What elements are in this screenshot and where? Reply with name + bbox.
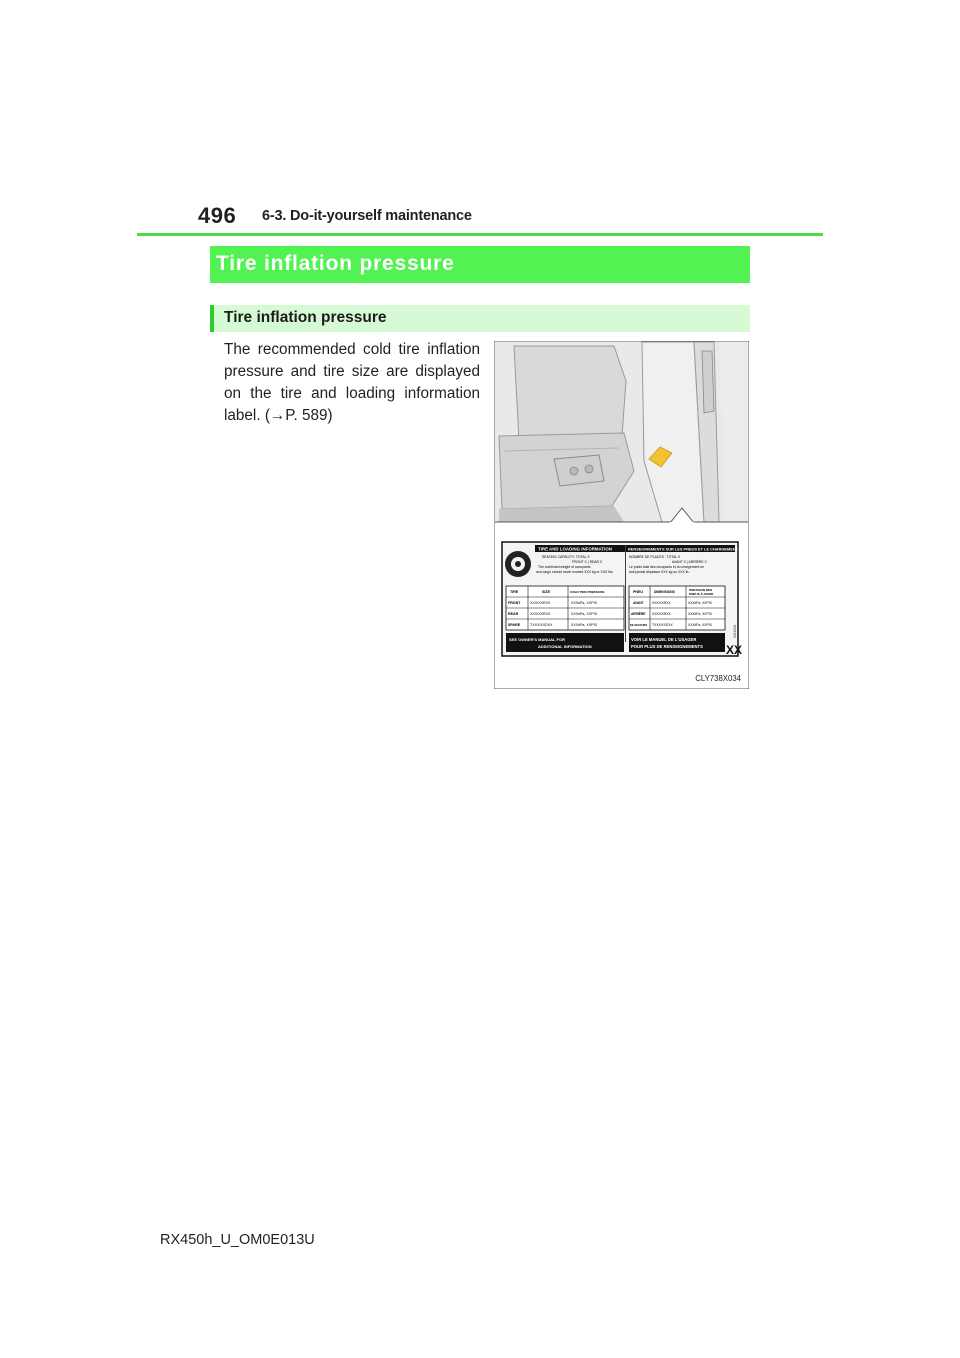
label-front-rear-fr: AVANT X | ARRIÈRE X — [672, 560, 707, 564]
tire-loading-label — [502, 542, 742, 657]
col-pressure-fr-1: PRESSION DES — [689, 588, 713, 592]
row-spare-en: SPARE — [508, 623, 521, 627]
col-tire-en: TIRE — [510, 590, 519, 594]
page-reference[interactable]: (→P. 589) — [264, 407, 333, 424]
row-rear-en: REAR — [508, 612, 519, 616]
col-pressure-fr-2: PNEUS À FROID — [689, 592, 714, 596]
cell-size: XXX/XXRXX — [530, 612, 551, 616]
col-tire-fr: PNEU — [633, 590, 643, 594]
page-number: 496 — [198, 203, 237, 228]
cell-pressure: XXXkPa, XXPSI — [571, 612, 597, 616]
page-title: Tire inflation pressure — [216, 252, 455, 275]
cell-size: XXX/XXRXX — [530, 601, 551, 605]
cell-pressure: XXXkPa, XXPSI — [688, 601, 712, 605]
label-code-small: XXXXX — [732, 624, 737, 638]
body-paragraph: The recommended cold tire inflation pressure and tire size are displayed on the tire and loading information label. — [224, 341, 480, 424]
cell-size: TXXX/XXDXX — [652, 623, 673, 627]
label-table-en — [506, 586, 624, 630]
label-title-fr: RENSEIGNEMENTS SUR LES PNEUS ET LE CHARGEMENT — [628, 546, 739, 552]
document-id: RX450h_U_OM0E013U — [160, 1232, 315, 1248]
body-text — [224, 339, 480, 427]
subsection-bar — [210, 305, 750, 332]
figure-code: CLY738X034 — [695, 674, 741, 683]
cell-size: TXXX/XXDXX — [530, 623, 553, 627]
tire-icon — [505, 551, 531, 577]
label-weight-fr-2: doit jamais dépasser XXX kg ou XXX lb. — [629, 570, 690, 574]
label-seating-en: SEATING CAPACITY: TOTAL X — [542, 555, 590, 559]
label-code-big: XX — [726, 643, 743, 657]
label-weight-en-2: and cargo should never exceed XXX kg or XXX lbs. — [536, 570, 614, 574]
col-pressure-en: COLD TIRE PRESSURE — [570, 590, 605, 594]
col-size-fr: DIMENSIONS — [654, 590, 675, 594]
cell-size: XXX/XXRXX — [652, 601, 671, 605]
row-front-fr: AVANT — [633, 601, 644, 605]
cell-pressure: XXXkPa, XXPSI — [571, 601, 597, 605]
subsection-accent — [210, 305, 214, 332]
label-title-en: TIRE AND LOADING INFORMATION — [538, 546, 612, 552]
cell-size: XXX/XXRXX — [652, 612, 671, 616]
subsection-title: Tire inflation pressure — [224, 309, 387, 326]
label-weight-en-1: The combined weight of occupants — [538, 565, 591, 569]
label-seating-fr: NOMBRE DE PLACES : TOTAL X — [629, 555, 681, 559]
row-spare-fr: DE SECOURS — [630, 624, 648, 627]
label-footer-fr-1: VOIR LE MANUEL DE L'USAGER — [631, 637, 697, 642]
label-front-rear-en: FRONT X | REAR X — [572, 560, 603, 564]
label-footer-en-2: ADDITIONAL INFORMATION — [538, 644, 592, 649]
label-footer-en-1: SEE OWNER'S MANUAL FOR — [509, 637, 565, 642]
row-front-en: FRONT — [508, 601, 521, 605]
cell-pressure: XXXkPa, XXPSI — [571, 623, 597, 627]
cell-pressure: XXXkPa, XXPSI — [688, 623, 712, 627]
label-weight-fr-1: Le poids total des occupants et du chargement ne — [629, 565, 705, 569]
section-title: 6-3. Do-it-yourself maintenance — [262, 208, 472, 224]
label-footer-fr-2: POUR PLUS DE RENSEIGNEMENTS — [631, 644, 703, 649]
seat-controls — [554, 455, 604, 486]
row-rear-fr: ARRIÈRE — [631, 612, 646, 616]
header-divider — [137, 233, 823, 236]
tire-label-illustration — [494, 341, 749, 689]
title-bar — [210, 246, 750, 283]
cell-pressure: XXXkPa, XXPSI — [688, 612, 712, 616]
label-table-fr — [629, 586, 725, 630]
col-size-en: SIZE — [542, 590, 550, 594]
